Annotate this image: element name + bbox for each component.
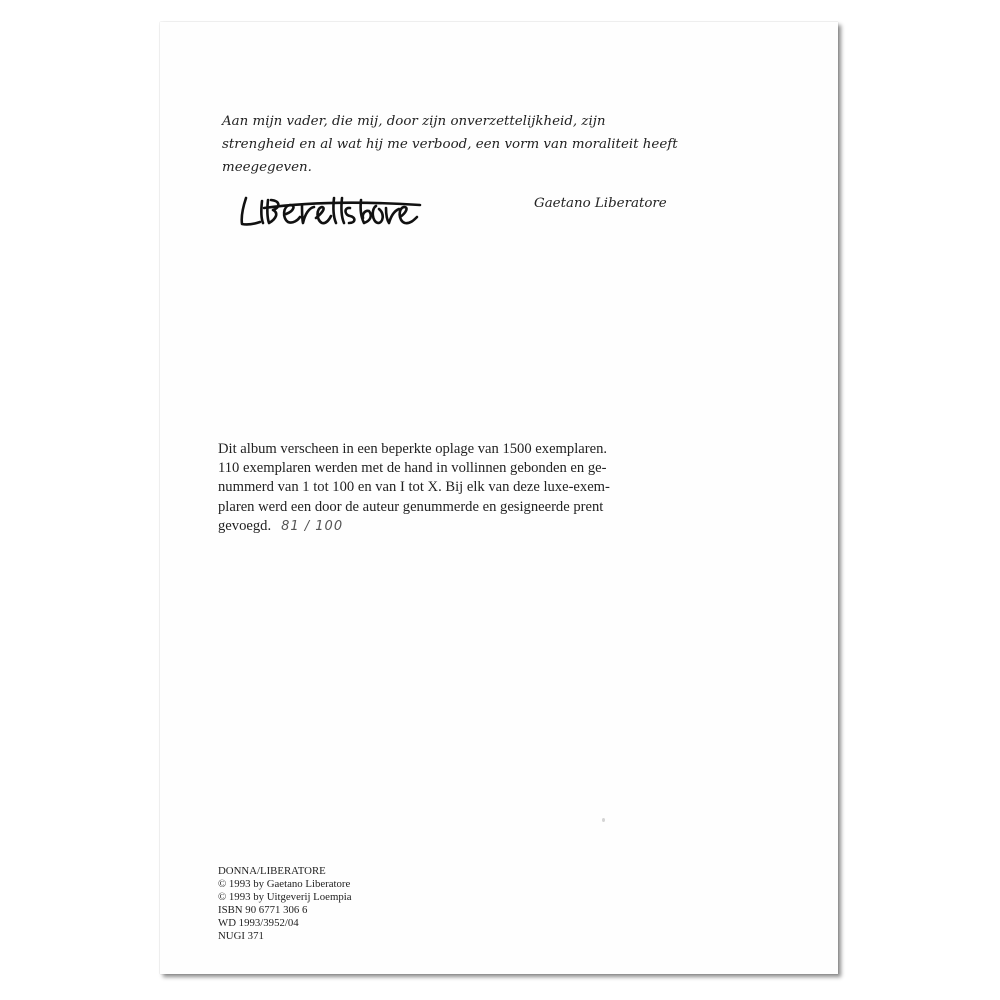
dedication-line: meegegeven. [222,160,312,175]
edition-notice [218,440,678,536]
edition-line: gevoegd. [218,517,272,534]
book-page [160,22,838,974]
paper-speck [602,818,605,822]
dedication-text [222,110,692,179]
edition-line: 110 exemplaren werden met de hand in vollinnen gebonden en ge- [218,460,607,477]
colophon-line: © 1993 by Uitgeverij Loempia [218,890,352,903]
edition-line: nummerd van 1 tot 100 en van I tot X. Bij elk van deze luxe-exem- [218,479,610,496]
colophon-line: © 1993 by Gaetano Liberatore [218,877,351,890]
colophon [218,865,352,942]
colophon-line: WD 1993/3952/04 [218,916,299,929]
edition-line: plaren werd een door de auteur genummerde en gesigneerde prent [218,498,604,515]
author-name: Gaetano Liberatore [534,196,667,211]
handwritten-edition-number: 81 / 100 [281,518,344,534]
edition-line-last [218,517,678,536]
dedication-line: strengheid en al wat hij me verbood, een vorm van moraliteit heeft [222,137,678,152]
colophon-line: NUGI 371 [218,929,264,942]
colophon-line: DONNA/LIBERATORE [218,865,326,877]
colophon-line: ISBN 90 6771 306 6 [218,903,308,916]
edition-line: Dit album verscheen in een beperkte oplage van 1500 exemplaren. [218,441,608,457]
dedication-line: Aan mijn vader, die mij, door zijn onverzettelijkheid, zijn [222,114,606,129]
author-signature [238,192,428,232]
